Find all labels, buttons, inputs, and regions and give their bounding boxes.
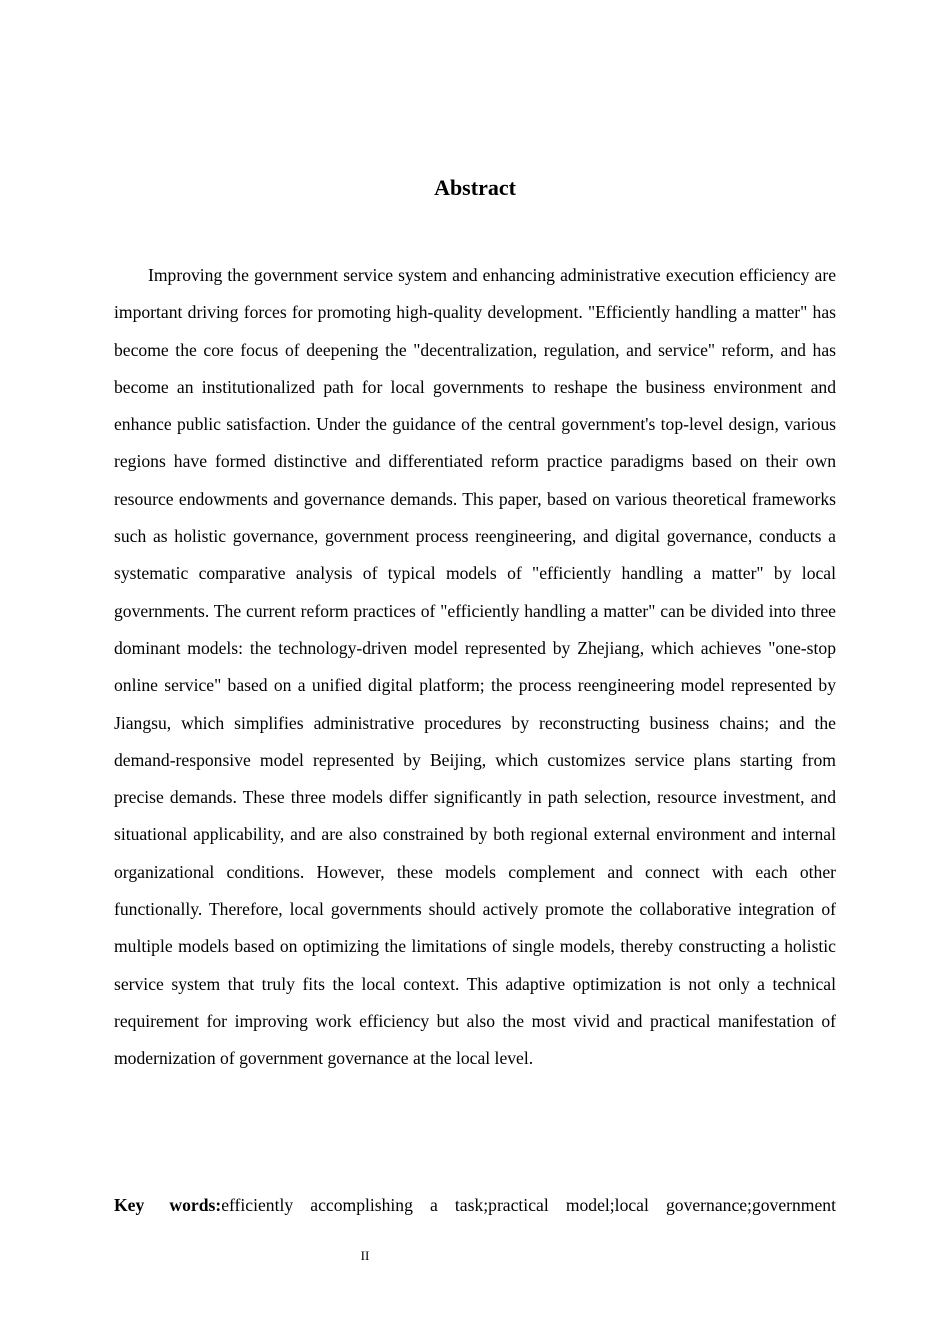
keywords-line [114,1187,836,1224]
abstract-paragraph: Improving the government service system and enhancing administrative execution efficiency are important driving forces for promoting high-quality development. "Efficiently handling a matter" has become the core focus of deepening the "decentralization, regulation, and service" reform, and has become an institutionalized path for local governments to reshape the business environment and enhance public satisfaction. Under the guidance of the central government's top-level design, various regions have formed distinctive and differentiated reform practice paradigms based on their own resource endowments and governance demands. This paper, based on various theoretical frameworks such as holistic governance, government process reengineering, and digital governance, conducts a systematic comparative analysis of typical models of "efficiently handling a matter" by local governments. The current reform practices of "efficiently handling a matter" can be divided into three dominant models: the technology-driven model represented by Zhejiang, which achieves "one-stop online service" based on a unified digital platform; the process reengineering model represented by Jiangsu, which simplifies administrative procedures by reconstructing business chains; and the demand-responsive model represented by Beijing, which customizes service plans starting from precise demands. These three models differ significantly in path selection, resource investment, and situational applicability, and are also constrained by both regional external environment and internal organizational conditions. However, these models complement and connect with each other functionally. Therefore, local governments should actively promote the collaborative integration of multiple models based on optimizing the limitations of single models, thereby constructing a holistic service system that truly fits the local context. This adaptive optimization is not only a technical requirement for improving work efficiency but also the most vivid and practical manifestation of modernization of government governance at the local level. [114,265,836,1069]
keywords-label: Key words: [114,1195,222,1215]
keywords-text: efficiently accomplishing a task;practical model;local governance;government [221,1195,836,1215]
page-number: II [360,1248,370,1263]
abstract-title: Abstract [434,175,516,200]
